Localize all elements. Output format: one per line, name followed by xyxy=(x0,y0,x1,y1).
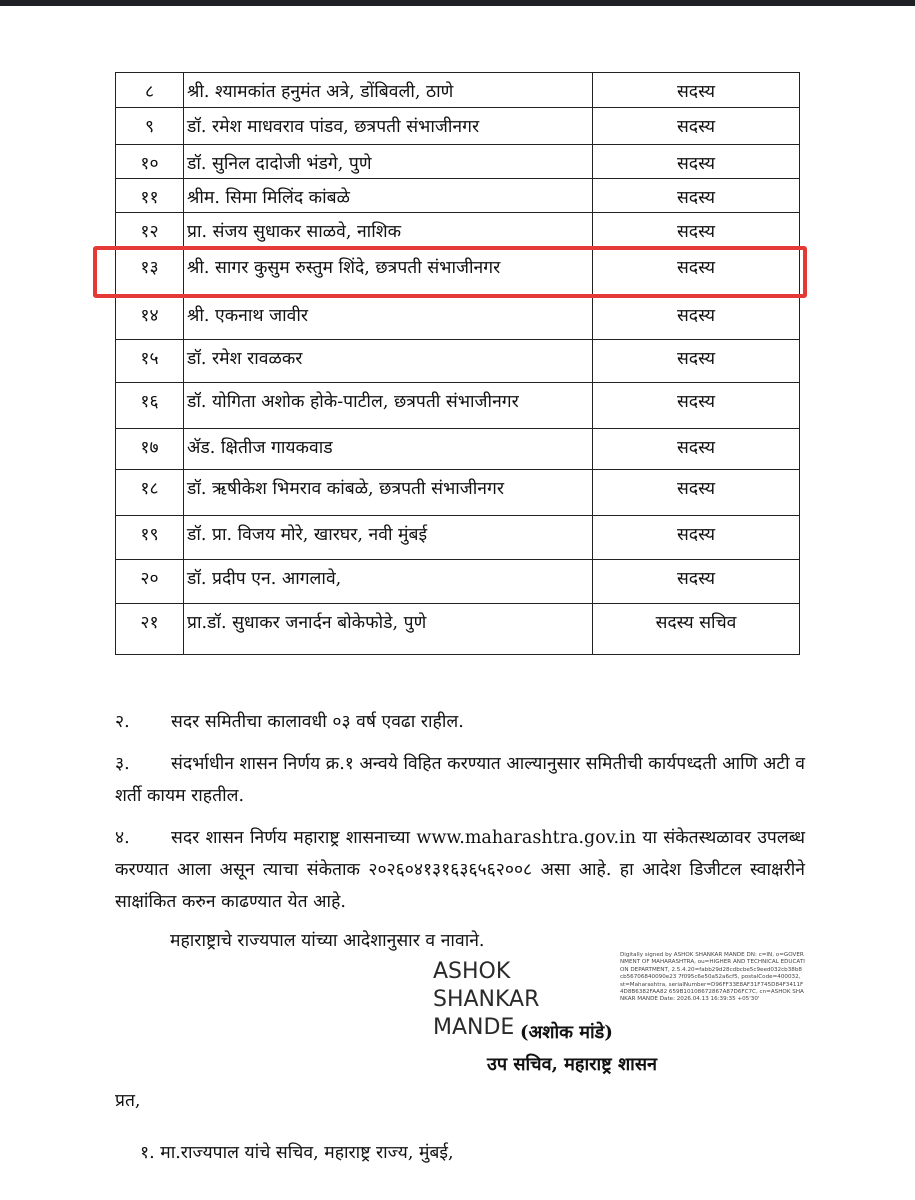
committee-members-table xyxy=(115,72,800,655)
paragraph-4 xyxy=(115,822,805,918)
member-row xyxy=(116,560,800,604)
member-row xyxy=(116,297,800,340)
paragraph-4-number: ४. xyxy=(115,828,130,848)
member-name: प्रा. संजय सुधाकर साळवे, नाशिक xyxy=(184,213,593,249)
member-role: सदस्य xyxy=(593,340,800,383)
member-number: २१ xyxy=(116,604,184,655)
member-role: सदस्य xyxy=(593,383,800,429)
copy-heading: प्रत, xyxy=(115,1091,141,1111)
member-number: ११ xyxy=(116,179,184,213)
member-role: सदस्य xyxy=(593,213,800,249)
member-row xyxy=(116,470,800,516)
member-name: डॉ. सुनिल दादोजी भंडगे, पुणे xyxy=(184,145,593,179)
member-row xyxy=(116,383,800,429)
member-name: प्रा.डॉ. सुधाकर जनार्दन बोकेफोडे, पुणे xyxy=(184,604,593,655)
member-row xyxy=(116,179,800,213)
member-name: डॉ. ऋषीकेश भिमराव कांबळे, छत्रपती संभाजीनगर xyxy=(184,470,593,516)
member-name: श्री. श्यामकांत हनुमंत अत्रे, डोंबिवली, ठाणे xyxy=(184,73,593,108)
digital-signature-details: Digitally signed by ASHOK SHANKAR MANDE DN: c=IN, o=GOVERNMENT OF MAHARASHTRA, ou=HIGHER AND TECHNICAL EDUCATION DEPARTMENT, 2.5.4.20=fabb29d28cdbcbe5c9eed032cb38b8cb56706840090e23 7f095c6e50a52a6cf5, postalCode=400032, st=Maharashtra, serialNumber=D96FF33E8AF31F745D84F3411F4D8B6382FAA82 659B10108672867A87D6FC7C, cn=ASHOK SHANKAR MANDE Date: 2026.04.13 16:39:35 +05'30' xyxy=(620,952,805,1003)
member-number: १६ xyxy=(116,383,184,429)
member-number: ८ xyxy=(116,73,184,108)
member-role: सदस्य xyxy=(593,429,800,470)
member-role: सदस्य xyxy=(593,108,800,145)
paragraph-2-number: २. xyxy=(115,712,130,732)
member-number: ९ xyxy=(116,108,184,145)
paragraph-2-text: सदर समितीचा कालावधी ०३ वर्ष एवढा राहील. xyxy=(171,712,464,732)
top-edge-bar xyxy=(0,0,915,6)
paragraph-3-text: संदर्भाधीन शासन निर्णय क्र.१ अन्वये विहित करण्यात आल्यानुसार समितीची कार्यपध्दती आणि अटी व शर्ती कायम राहतील. xyxy=(115,754,805,806)
paragraph-2 xyxy=(115,706,805,738)
member-row xyxy=(116,73,800,108)
member-number: १२ xyxy=(116,213,184,249)
member-name: ॲड. क्षितीज गायकवाड xyxy=(184,429,593,470)
member-role: सदस्य xyxy=(593,470,800,516)
member-name: डॉ. रमेश माधवराव पांडव, छत्रपती संभाजीनगर xyxy=(184,108,593,145)
member-role: सदस्य xyxy=(593,297,800,340)
paragraph-4-text: सदर शासन निर्णय महाराष्ट्र शासनाच्या www.maharashtra.gov.in या संकेतस्थळावर उपलब्ध करण्यात आला असून त्याचा संकेताक २०२६०४१३१६३६५६२००८ असा आहे. हा आदेश डिजीटल स्वाक्षरीने साक्षांकित करुन काढण्यात येत आहे. xyxy=(115,828,805,912)
member-number: १५ xyxy=(116,340,184,383)
member-row xyxy=(116,516,800,560)
member-number: २० xyxy=(116,560,184,604)
member-number: १४ xyxy=(116,297,184,340)
paragraph-3 xyxy=(115,748,805,812)
signer-designation: उप सचिव, महाराष्ट्र शासन xyxy=(487,1054,658,1075)
member-number: १८ xyxy=(116,470,184,516)
member-name: श्रीम. सिमा मिलिंद कांबळे xyxy=(184,179,593,213)
signature-name-line-2: MANDE xyxy=(433,1015,515,1040)
member-row xyxy=(116,429,800,470)
member-role: सदस्य xyxy=(593,73,800,108)
member-name: श्री. एकनाथ जावीर xyxy=(184,297,593,340)
member-name: डॉ. प्रा. विजय मोरे, खारघर, नवी मुंबई xyxy=(184,516,593,560)
member-row xyxy=(116,340,800,383)
member-number: १० xyxy=(116,145,184,179)
member-row xyxy=(116,604,800,655)
member-number: १९ xyxy=(116,516,184,560)
member-number: १३ xyxy=(116,249,184,297)
member-name: डॉ. योगिता अशोक होके-पाटील, छत्रपती संभाजीनगर xyxy=(184,383,593,429)
signature-name-line-1: ASHOK SHANKAR xyxy=(433,959,540,1012)
member-role: सदस्य xyxy=(593,249,800,297)
member-name: डॉ. रमेश रावळकर xyxy=(184,340,593,383)
member-role: सदस्य xyxy=(593,179,800,213)
member-role: सदस्य सचिव xyxy=(593,604,800,655)
paragraph-3-number: ३. xyxy=(115,754,130,774)
member-name: डॉ. प्रदीप एन. आगलावे, xyxy=(184,560,593,604)
member-row xyxy=(116,108,800,145)
signer-name: (अशोक मांडे) xyxy=(520,1022,613,1043)
member-name: श्री. सागर कुसुम रुस्तुम शिंदे, छत्रपती संभाजीनगर xyxy=(184,249,593,297)
governor-order-line: महाराष्ट्राचे राज्यपाल यांच्या आदेशानुसार व नावाने. xyxy=(170,931,485,951)
member-number: १७ xyxy=(116,429,184,470)
copy-recipient-1: १. मा.राज्यपाल यांचे सचिव, महाराष्ट्र राज्य, मुंबई, xyxy=(140,1143,454,1163)
member-role: सदस्य xyxy=(593,145,800,179)
member-row xyxy=(116,145,800,179)
member-role: सदस्य xyxy=(593,516,800,560)
member-row xyxy=(116,213,800,249)
highlight-box-row-13 xyxy=(93,246,807,298)
member-role: सदस्य xyxy=(593,560,800,604)
